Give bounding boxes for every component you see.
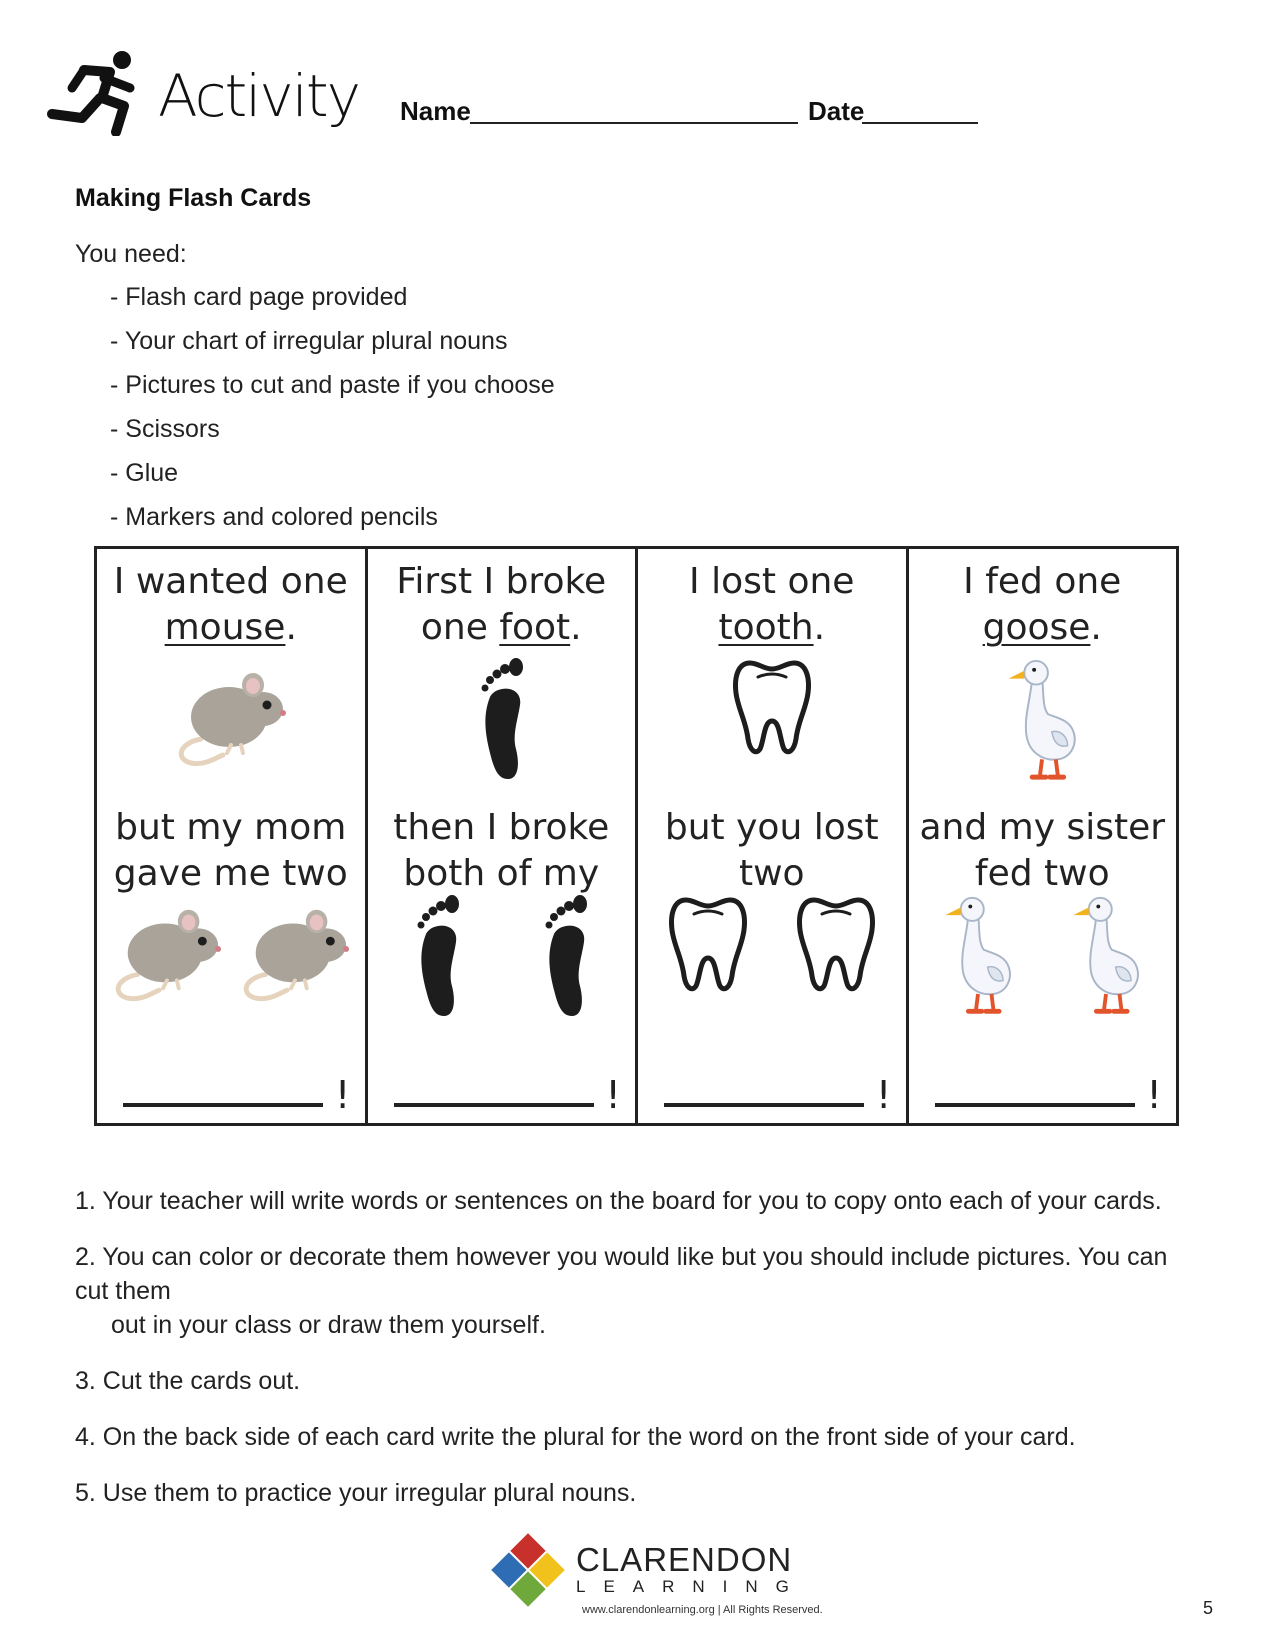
step-item	[75, 1240, 1205, 1342]
clarendon-logo-icon	[488, 1530, 568, 1610]
card-back-text	[97, 805, 365, 897]
supply-item: - Flash card page provided	[110, 283, 408, 311]
section-title: Making Flash Cards	[75, 184, 312, 212]
exclamation-mark: !	[605, 1073, 621, 1117]
date-field-line[interactable]	[862, 122, 978, 124]
flash-card-tooth	[638, 549, 909, 1123]
card-pre: one	[420, 607, 500, 648]
activity-title: Activity	[158, 62, 359, 130]
card-line	[97, 605, 365, 651]
step-item	[75, 1476, 1205, 1510]
answer-line[interactable]	[664, 1103, 864, 1107]
answer-line[interactable]	[123, 1103, 323, 1107]
card-plural-pictures	[909, 894, 1177, 1019]
card-line: fed two	[974, 853, 1110, 894]
supply-item: - Glue	[110, 459, 179, 487]
step-text: 3. Cut the cards out.	[75, 1367, 301, 1395]
answer-blank[interactable]	[394, 1075, 626, 1115]
flash-card-foot	[368, 549, 639, 1123]
card-line: but my mom	[115, 807, 347, 848]
card-line: and my sister	[919, 807, 1166, 848]
goose-icon	[1002, 657, 1082, 785]
card-post: .	[813, 607, 826, 648]
goose-icon	[1067, 894, 1145, 1019]
answer-line[interactable]	[935, 1103, 1135, 1107]
answer-blank[interactable]	[664, 1075, 896, 1115]
date-label: Date	[808, 96, 865, 126]
card-post: .	[1090, 607, 1102, 648]
card-plural-pictures	[97, 894, 365, 1002]
foot-icon	[540, 894, 590, 1019]
instruction-steps	[75, 1184, 1205, 1532]
card-post: .	[570, 607, 582, 648]
mouse-icon	[108, 894, 226, 1002]
name-label: Name	[400, 96, 471, 126]
answer-blank[interactable]	[123, 1075, 355, 1115]
flash-card-mouse	[97, 549, 368, 1123]
exclamation-mark: !	[1146, 1073, 1162, 1117]
logo-name: CLARENDON	[576, 1541, 793, 1578]
card-line: two	[738, 853, 805, 894]
card-front-text	[909, 559, 1177, 651]
answer-blank[interactable]	[935, 1075, 1167, 1115]
answer-line[interactable]	[394, 1103, 594, 1107]
footer-url: www.clarendonlearning.org | All Rights Reserved.	[582, 1604, 823, 1616]
card-back-text	[638, 805, 906, 897]
supplies-list	[110, 282, 555, 546]
card-line: First I broke	[396, 561, 607, 602]
card-line: gave me two	[113, 853, 348, 894]
running-person-icon	[46, 48, 142, 136]
mouse-icon	[171, 657, 291, 767]
card-line	[909, 605, 1177, 651]
card-front-text	[368, 559, 636, 651]
page-number: 5	[1203, 1598, 1214, 1618]
foot-icon	[476, 657, 526, 782]
exclamation-mark: !	[335, 1073, 351, 1117]
foot-icon	[412, 894, 462, 1019]
supply-item: - Your chart of irregular plural nouns	[110, 327, 508, 355]
card-line: I fed one	[963, 561, 1122, 602]
card-back-text	[368, 805, 636, 897]
card-key-word: mouse	[164, 607, 286, 648]
card-front-text	[638, 559, 906, 651]
card-line: both of my	[403, 853, 600, 894]
tooth-icon	[732, 657, 812, 757]
goose-icon	[939, 894, 1017, 1019]
card-key-word: goose	[982, 607, 1091, 648]
step-item	[75, 1420, 1205, 1454]
supply-item: - Scissors	[110, 415, 220, 443]
you-need-label: You need:	[75, 240, 187, 268]
step-text: 5. Use them to practice your irregular plural nouns.	[75, 1479, 637, 1507]
mouse-icon	[236, 894, 354, 1002]
exclamation-mark: !	[876, 1073, 892, 1117]
supply-item: - Pictures to cut and paste if you choose	[110, 371, 555, 399]
card-plural-pictures	[638, 894, 906, 994]
step-item	[75, 1364, 1205, 1398]
supply-item: - Markers and colored pencils	[110, 503, 438, 531]
card-key-word: foot	[499, 607, 571, 648]
tooth-icon	[796, 894, 876, 994]
step-text: 1. Your teacher will write words or sentences on the board for you to copy onto each of your cards.	[75, 1187, 1162, 1215]
card-post: .	[285, 607, 297, 648]
step-text-continued: out in your class or draw them yourself.	[111, 1311, 546, 1339]
name-field-line[interactable]	[470, 122, 798, 124]
card-line: I wanted one	[113, 561, 348, 602]
card-line	[638, 605, 906, 651]
flash-card-strip	[94, 546, 1179, 1126]
card-front-text	[97, 559, 365, 651]
card-line	[368, 605, 636, 651]
card-line: I lost one	[689, 561, 855, 602]
card-plural-pictures	[368, 894, 636, 1019]
tooth-icon	[668, 894, 748, 994]
card-key-word: tooth	[718, 607, 814, 648]
logo-subtitle: LEARNING	[576, 1577, 807, 1596]
step-item	[75, 1184, 1205, 1218]
card-line: but you lost	[664, 807, 879, 848]
step-text: 2. You can color or decorate them however you would like but you should include pictures. You can cut them	[75, 1243, 1168, 1305]
flash-card-goose	[909, 549, 1177, 1123]
card-line: then I broke	[393, 807, 610, 848]
step-text: 4. On the back side of each card write the plural for the word on the front side of your card.	[75, 1423, 1076, 1451]
card-back-text	[909, 805, 1177, 897]
